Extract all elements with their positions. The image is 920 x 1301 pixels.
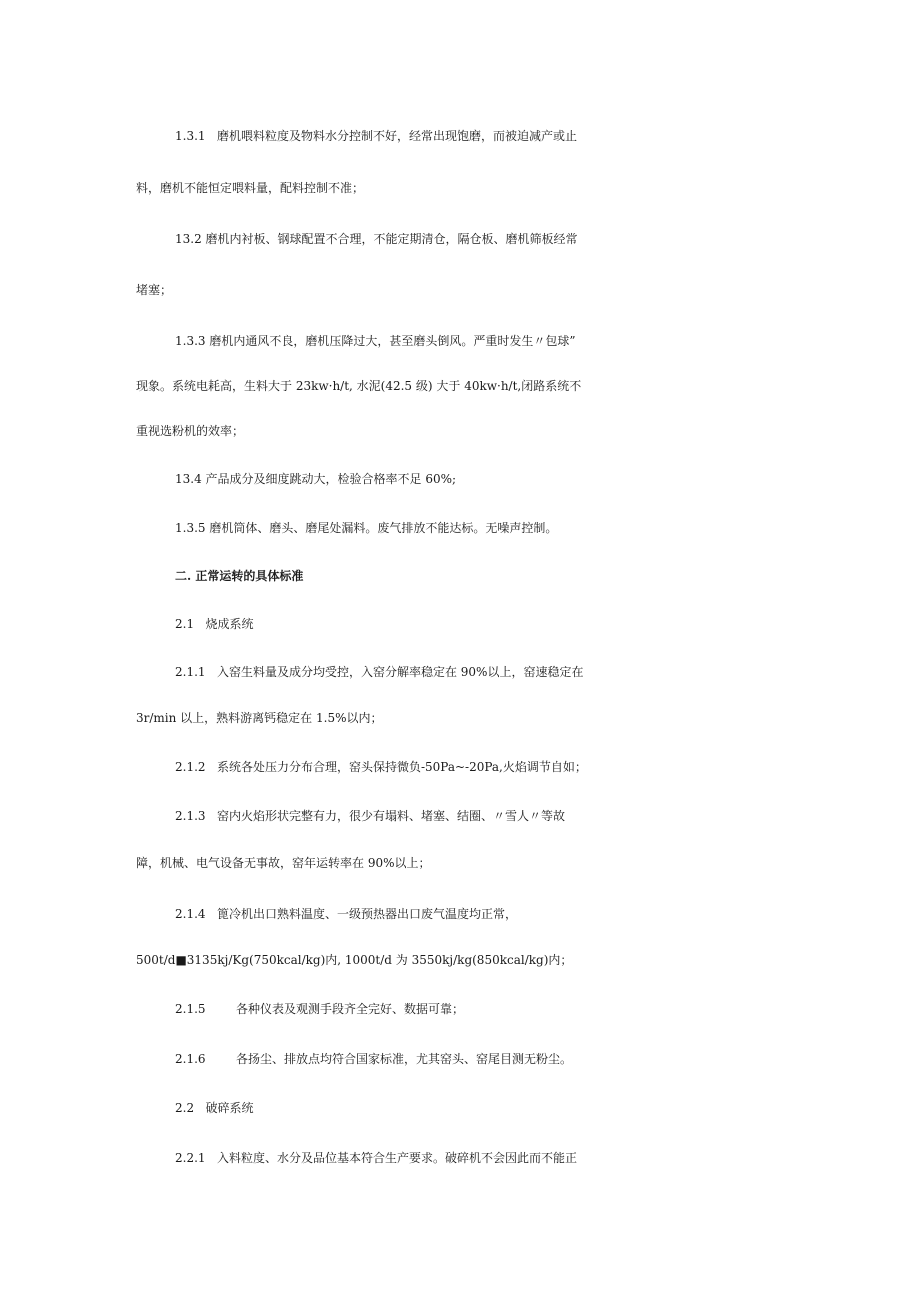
paragraph-2-1-4-line-2: 500t/d■3135kj/Kg(750kcal/kg)内, 1000t/d 为 3550kj/kg(850kcal/kg)内； <box>136 953 573 967</box>
paragraph-2-1-1-line-2: 3r/min 以上，熟料游离钙稳定在 1.5%以内； <box>136 711 383 725</box>
paragraph-2-1-5: 2.1.5 各种仪表及观测手段齐全完好、数据可靠； <box>175 1002 465 1016</box>
paragraph-2-1-3-line-2: 障，机械、电气设备无事故，窑年运转率在 90%以上； <box>136 856 431 870</box>
section-heading-2: 二. 正常运转的具体标准 <box>175 569 304 583</box>
paragraph-2-1-6: 2.1.6 各扬尘、排放点均符合国家标准，尤其窑头、窑尾目测无粉尘。 <box>175 1052 573 1066</box>
paragraph-2-2-1-line-1: 2.2.1 入料粒度、水分及品位基本符合生产要求。破碎机不会因此而不能正 <box>175 1151 577 1165</box>
paragraph-1-3-1-line-1: 1.3.1 磨机喂料粒度及物料水分控制不好，经常出现饱磨，而被迫减产或止 <box>175 129 577 143</box>
paragraph-2-1-4-line-1: 2.1.4 篦冷机出口熟料温度、一级预热器出口废气温度均正常， <box>175 907 517 921</box>
paragraph-1-3-2-line-1: 13.2 磨机内衬板、钢球配置不合理，不能定期清仓，隔仓板、磨机筛板经常 <box>175 232 578 246</box>
paragraph-1-3-4: 13.4 产品成分及细度跳动大，检验合格率不足 60%; <box>175 472 457 486</box>
paragraph-1-3-3-line-1: 1.3.3 磨机内通风不良，磨机压降过大，甚至磨头倒风。严重时发生〃包球” <box>175 334 576 348</box>
paragraph-1-3-3-line-3: 重视选粉机的效率； <box>136 424 245 438</box>
paragraph-1-3-2-line-2: 堵塞； <box>136 283 173 297</box>
paragraph-1-3-1-line-2: 料，磨机不能恒定喂料量，配料控制不准； <box>136 181 365 195</box>
paragraph-2-1-2: 2.1.2 系统各处压力分布合理，窑头保持微负-50Pa~-20Pa,火焰调节自如； <box>175 760 587 774</box>
paragraph-2-1-1-line-1: 2.1.1 入窑生料量及成分均受控，入窑分解率稳定在 90%以上，窑速稳定在 <box>175 665 584 679</box>
paragraph-1-3-5: 1.3.5 磨机筒体、磨头、磨尾处漏料。废气排放不能达标。无噪声控制。 <box>175 521 558 535</box>
subsection-2-2-title: 2.2 破碎系统 <box>175 1101 254 1115</box>
paragraph-2-1-3-line-1: 2.1.3 窑内火焰形状完整有力，很少有塌料、堵塞、结圈、〃雪人〃等故 <box>175 809 565 823</box>
paragraph-1-3-3-line-2: 现象。系统电耗高，生料大于 23kw·h/t, 水泥(42.5 级) 大于 40kw·h/t,闭路系统不 <box>136 379 582 393</box>
subsection-2-1-title: 2.1 烧成系统 <box>175 617 254 631</box>
